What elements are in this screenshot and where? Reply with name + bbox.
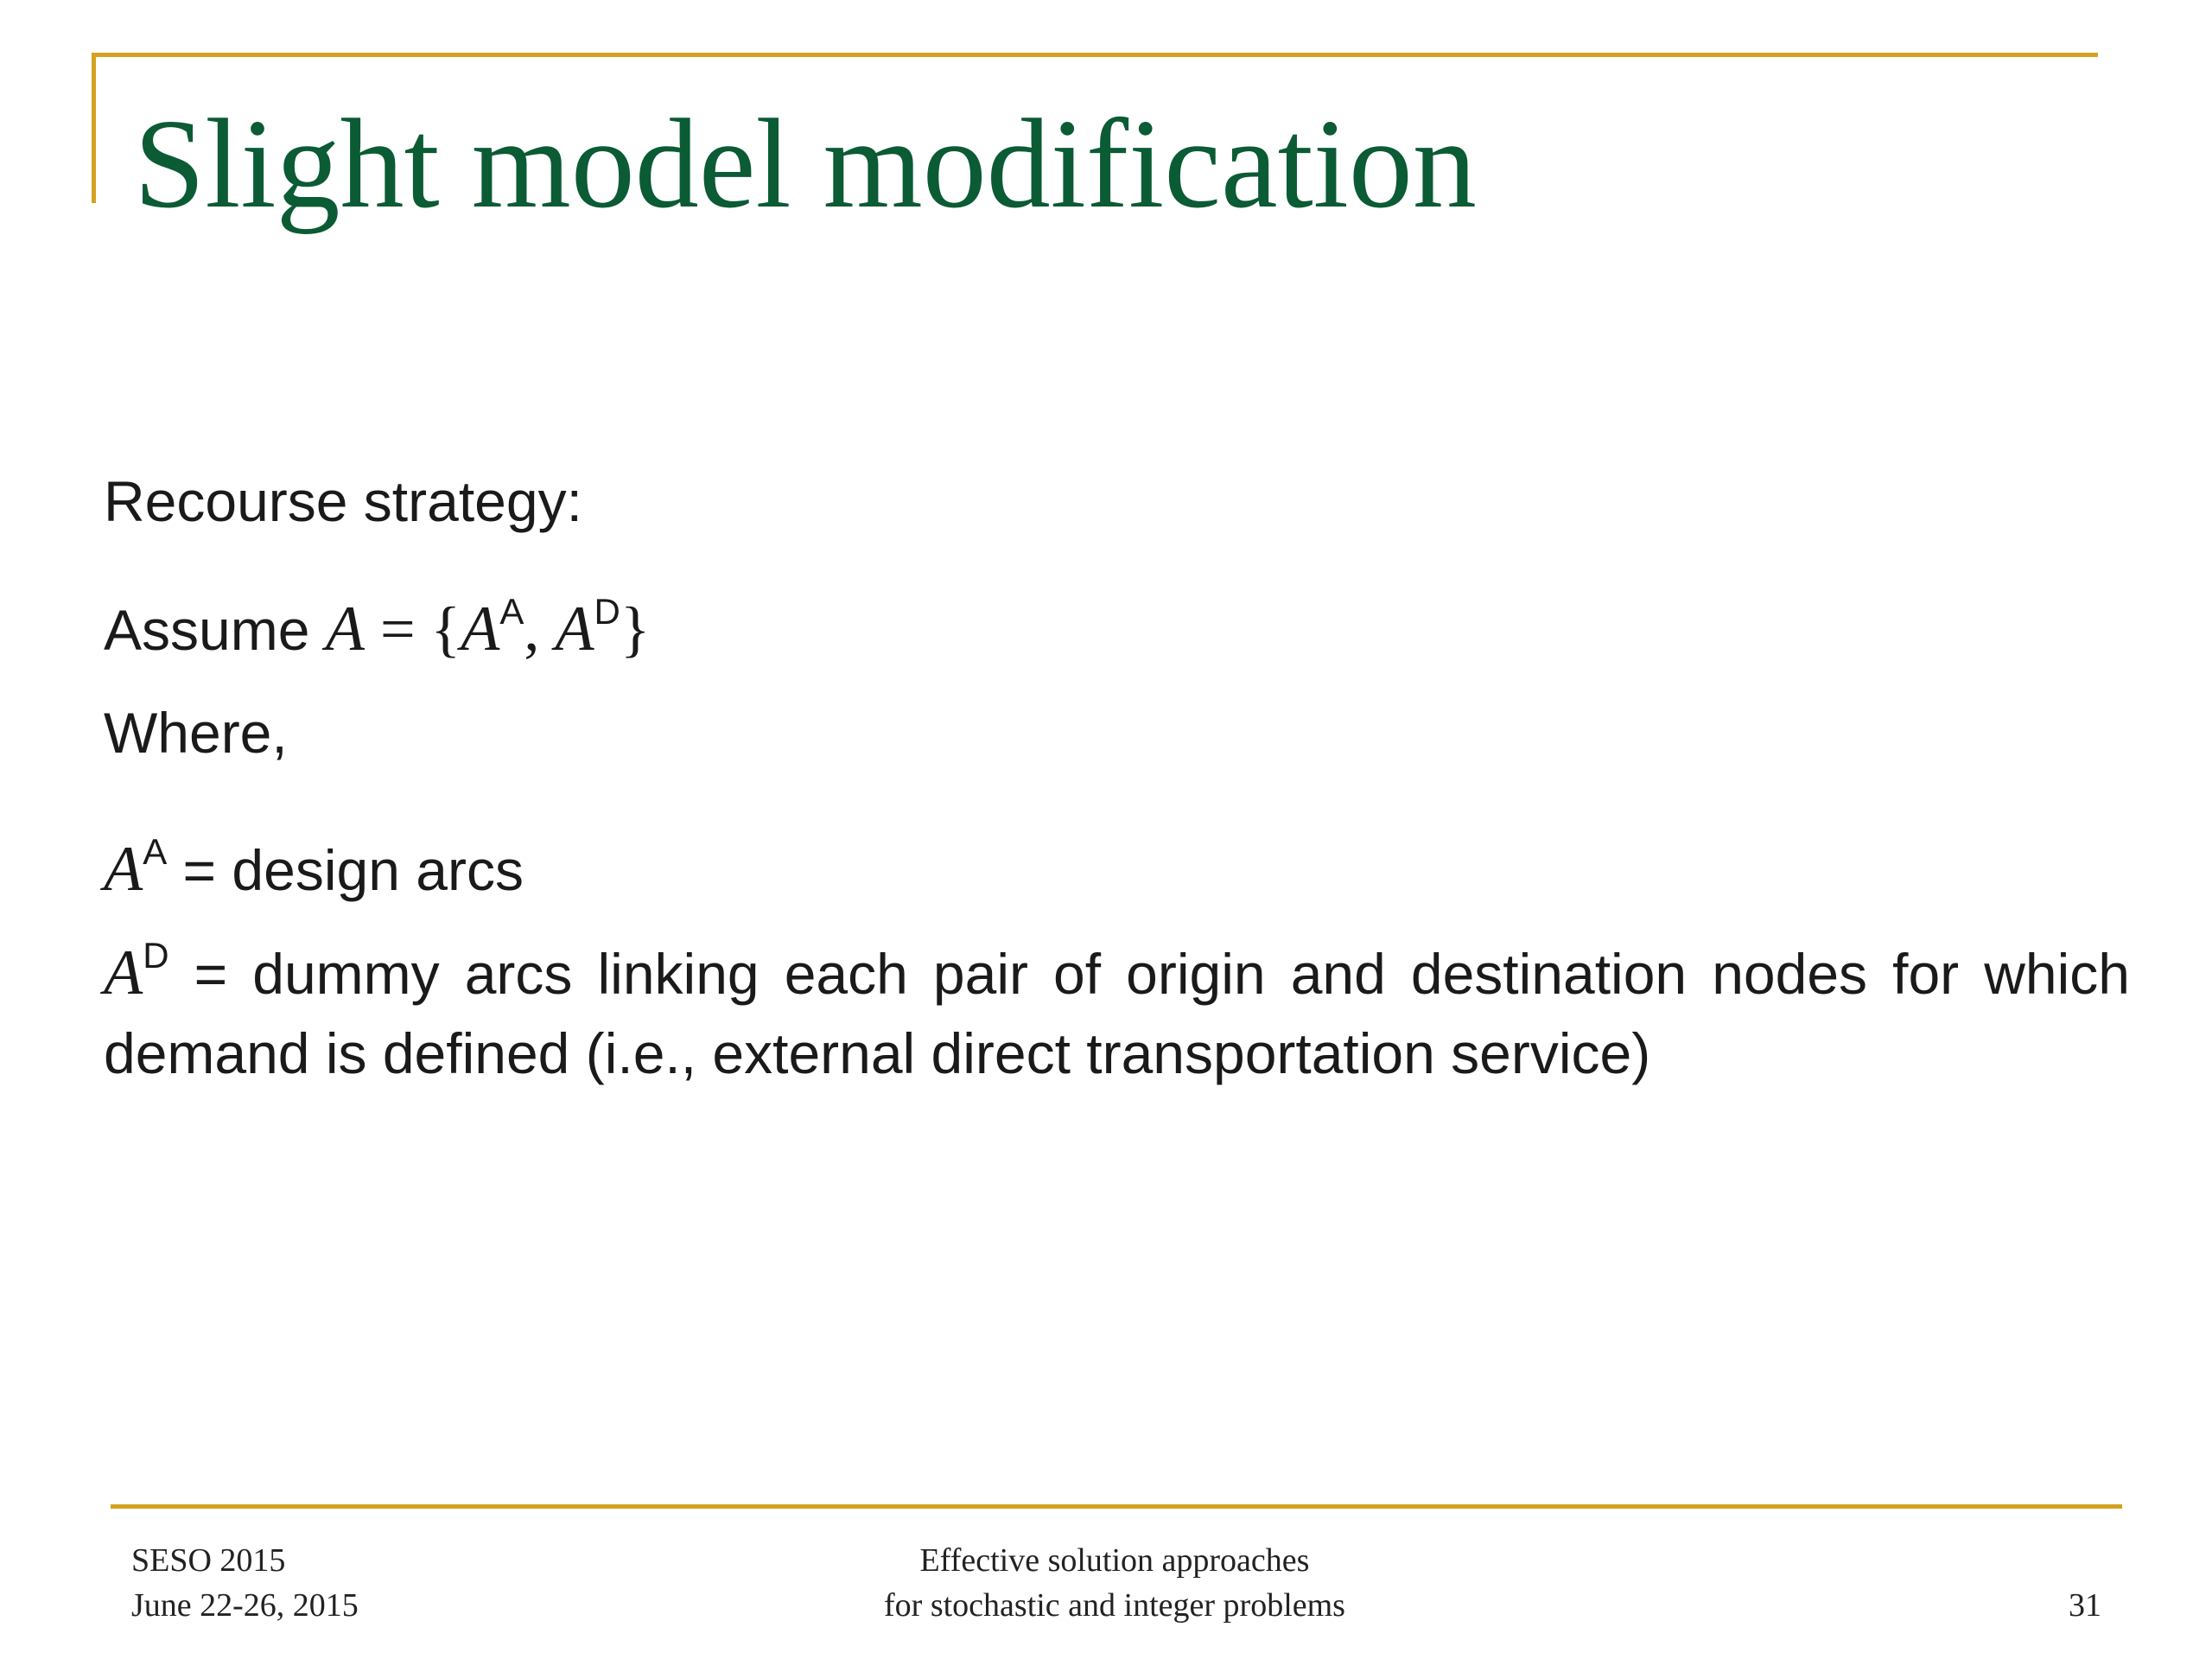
design-arcs-line: [104, 817, 524, 905]
footer-rule: [111, 1504, 2122, 1509]
footer-course-line2: for stochastic and integer problems: [884, 1587, 1345, 1624]
dummy-arcs-text: = dummy arcs linking each pair of origin and destination nodes for which demand is defined (i.e., external direct transportation service): [104, 942, 2130, 1085]
where-line: Where,: [104, 701, 288, 765]
dummy-arc-symbol: A: [555, 594, 594, 664]
design-arcs-text: = design arcs: [167, 838, 524, 902]
equals-brace: = {: [364, 594, 461, 664]
recourse-strategy-line: Recourse strategy:: [104, 469, 582, 533]
design-arc-superscript: A: [143, 831, 168, 872]
left-accent-line: [92, 53, 96, 203]
slide-title: Slight model modification: [134, 93, 1477, 235]
close-brace: }: [620, 594, 651, 664]
footer-event-name: SESO 2015: [131, 1542, 286, 1579]
arc-set-symbol: A: [325, 594, 365, 664]
design-arc-symbol: A: [461, 594, 500, 664]
design-arc-symbol: A: [104, 834, 143, 905]
design-arc-superscript: A: [499, 591, 524, 632]
footer-course-title: [812, 1538, 1417, 1628]
dummy-arcs-line: [104, 916, 2130, 1093]
assume-line: [104, 577, 650, 664]
dummy-arc-symbol: A: [104, 938, 143, 1008]
page-number: 31: [2069, 1587, 2101, 1624]
top-accent-line: [92, 53, 2098, 57]
dummy-arc-superscript: D: [143, 935, 169, 976]
assume-text: Assume: [104, 598, 326, 662]
dummy-arc-superscript: D: [594, 591, 620, 632]
footer-course-line1: Effective solution approaches: [919, 1542, 1310, 1579]
footer-event-dates: June 22-26, 2015: [131, 1587, 359, 1624]
set-separator: ,: [524, 594, 556, 664]
footer-event: [131, 1538, 359, 1628]
